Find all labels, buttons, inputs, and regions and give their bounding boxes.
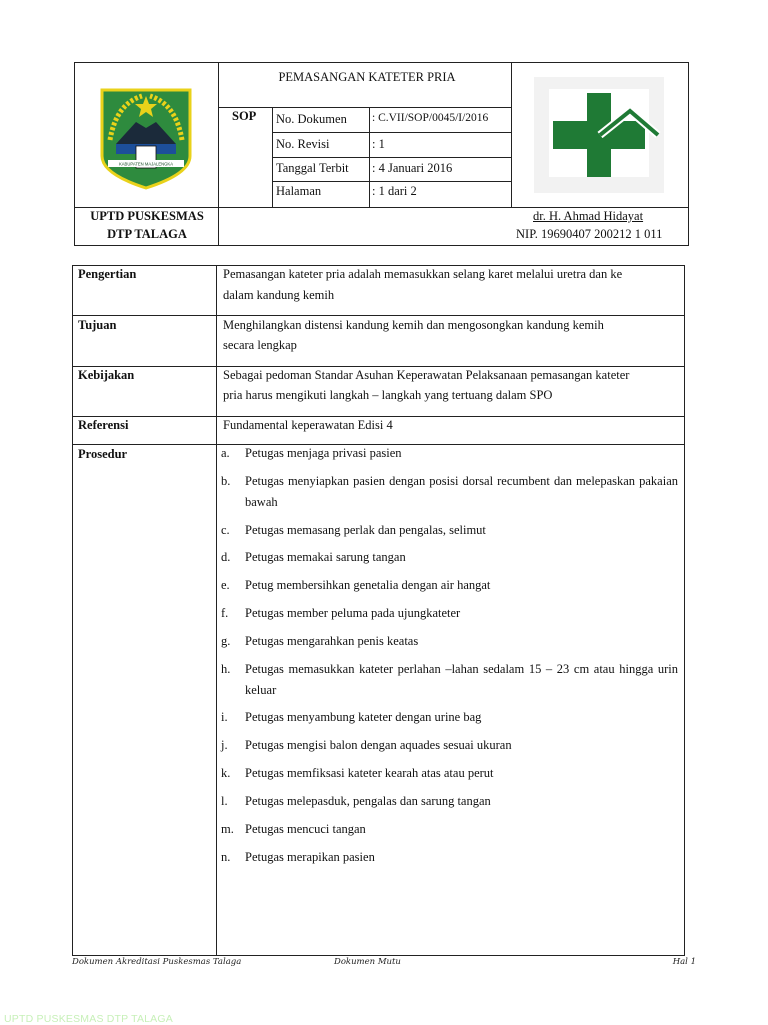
signer-nip: NIP. 19690407 200212 1 011 — [516, 227, 663, 241]
field-value-halaman: : 1 dari 2 — [372, 184, 417, 198]
field-value-no-dokumen: : C.VII/SOP/0045/I/2016 — [372, 112, 489, 124]
footer-page: Hal 1 — [672, 957, 696, 967]
tujuan-text-line1: Menghilangkan distensi kandung kemih dan mengosongkan kandung kemih — [223, 318, 604, 332]
step-text: Petugas menyiapkan pasien dengan posisi dorsal recumbent dan melepaskan pakaian bawah — [245, 474, 678, 509]
step-letter: b. — [221, 474, 231, 488]
procedure-step — [221, 631, 678, 652]
sop-label: SOP — [232, 109, 257, 123]
step-text: Petugas mengisi balon dengan aquades sesuai ukuran — [245, 738, 512, 752]
label-kebijakan: Kebijakan — [78, 368, 135, 382]
field-label-halaman: Halaman — [276, 184, 322, 198]
step-letter: d. — [221, 550, 231, 564]
step-letter: f. — [221, 606, 229, 620]
procedure-step — [221, 603, 678, 624]
procedure-step — [221, 659, 678, 701]
referensi-text: Fundamental keperawatan Edisi 4 — [223, 418, 393, 432]
field-label-no-dokumen: No. Dokumen — [276, 112, 347, 126]
step-letter: a. — [221, 446, 230, 460]
sop-title: PEMASANGAN KATETER PRIA — [278, 70, 456, 84]
step-letter: e. — [221, 578, 230, 592]
svg-text:KABUPATEN MAJALENGKA: KABUPATEN MAJALENGKA — [118, 161, 174, 167]
step-text: Petugas menyambung kateter dengan urine bag — [245, 710, 482, 724]
step-text: Petugas mencuci tangan — [245, 822, 366, 836]
procedure-step — [221, 735, 678, 756]
label-prosedur: Prosedur — [78, 447, 128, 461]
procedure-step — [221, 819, 678, 840]
step-letter: i. — [221, 710, 228, 724]
tujuan-text-line2: secara lengkap — [223, 338, 297, 352]
procedure-step — [221, 791, 678, 812]
step-letter: m. — [221, 822, 234, 836]
label-pengertian: Pengertian — [78, 267, 137, 281]
step-text: Petug membersihkan genetalia dengan air hangat — [245, 578, 491, 592]
procedure-step — [221, 707, 678, 728]
field-value-tanggal-terbit: : 4 Januari 2016 — [372, 161, 453, 175]
step-letter: l. — [221, 794, 228, 808]
step-letter: n. — [221, 850, 231, 864]
procedure-step — [221, 471, 678, 513]
step-text: Petugas melepasduk, pengalas dan sarung tangan — [245, 794, 491, 808]
label-tujuan: Tujuan — [78, 318, 117, 332]
pengertian-text-line1: Pemasangan kateter pria adalah memasukkan selang karet melalui uretra dan ke — [223, 267, 623, 281]
procedure-step — [221, 520, 678, 541]
watermark: UPTD PUSKESMAS DTP TALAGA — [4, 1013, 173, 1025]
step-text: Petugas merapikan pasien — [245, 850, 375, 864]
signer-name: dr. H. Ahmad Hidayat — [533, 209, 644, 223]
step-letter: k. — [221, 766, 231, 780]
footer-left: Dokumen Akreditasi Puskesmas Talaga — [72, 957, 242, 967]
step-letter: c. — [221, 523, 230, 537]
pengertian-text-line2: dalam kandung kemih — [223, 288, 335, 302]
kebijakan-text-line2: pria harus mengikuti langkah – langkah yang tertuang dalam SPO — [223, 388, 553, 402]
step-text: Petugas memasang perlak dan pengalas, selimut — [245, 523, 486, 537]
kabupaten-emblem-icon — [96, 82, 196, 192]
step-text: Petugas memasukkan kateter perlahan –lahan sedalam 15 – 23 cm atau hingga urin keluar — [245, 662, 678, 697]
step-text: Petugas mengarahkan penis keatas — [245, 634, 419, 648]
field-value-no-revisi: : 1 — [372, 137, 385, 151]
org-name-line1: UPTD PUSKESMAS — [90, 209, 204, 223]
procedure-step — [221, 443, 678, 464]
footer-center: Dokumen Mutu — [334, 957, 401, 967]
field-label-no-revisi: No. Revisi — [276, 137, 330, 151]
step-text: Petugas menjaga privasi pasien — [245, 446, 402, 460]
step-letter: h. — [221, 662, 231, 676]
step-letter: j. — [221, 738, 228, 752]
puskesmas-logo-icon — [534, 77, 664, 193]
procedure-step — [221, 547, 678, 568]
procedure-step — [221, 847, 678, 868]
step-text: Petugas member peluma pada ujungkateter — [245, 606, 461, 620]
procedure-step — [221, 575, 678, 596]
procedure-step — [221, 763, 678, 784]
field-label-tanggal-terbit: Tanggal Terbit — [276, 161, 349, 175]
step-text: Petugas memfiksasi kateter kearah atas atau perut — [245, 766, 494, 780]
step-text: Petugas memakai sarung tangan — [245, 550, 406, 564]
org-name-line2: DTP TALAGA — [107, 227, 187, 241]
kebijakan-text-line1: Sebagai pedoman Standar Asuhan Keperawatan Pelaksanaan pemasangan kateter — [223, 368, 630, 382]
step-letter: g. — [221, 634, 231, 648]
label-referensi: Referensi — [78, 418, 129, 432]
